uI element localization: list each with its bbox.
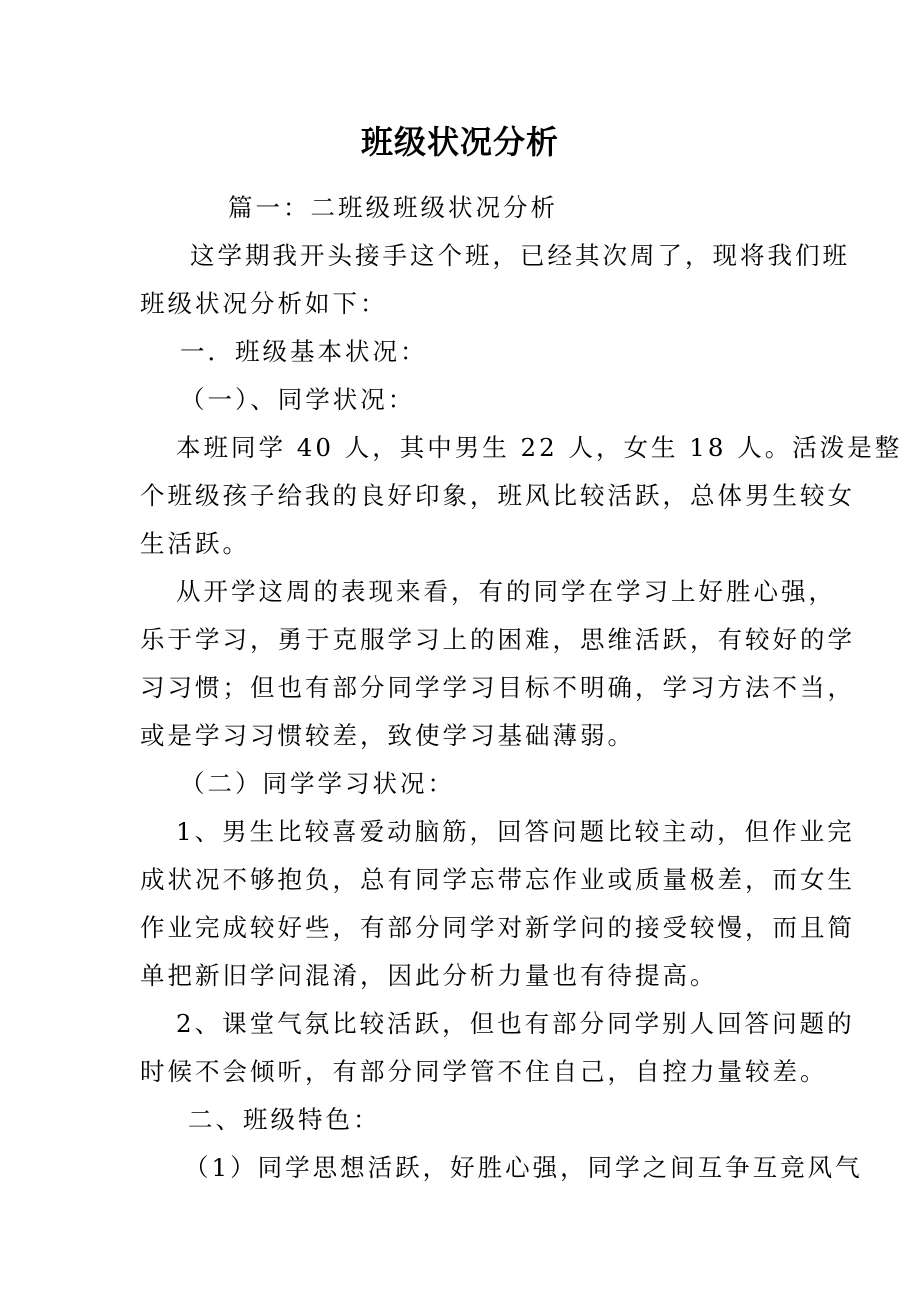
section-heading: 二、班级特色： — [188, 1105, 381, 1134]
paragraph-line: 习习惯；但也有部分同学学习目标不明确，学习方法不当， — [140, 673, 855, 702]
paragraph-line: 个班级孩子给我的良好印象，班风比较活跃，总体男生较女 — [140, 481, 855, 510]
paragraph-line: 生活跃。 — [140, 529, 250, 558]
paragraph-line: 这学期我开头接手这个班，已经其次周了，现将我们班 — [190, 241, 850, 270]
paragraph-line: 或是学习习惯较差，致使学习基础薄弱。 — [140, 721, 635, 750]
document-subtitle: 篇一：二班级班级状况分析 — [228, 193, 558, 222]
document-body — [140, 184, 903, 1192]
paragraph-line: （1）同学思想活跃，好胜心强，同学之间互争互竞风气 — [184, 1153, 863, 1182]
subsection-heading: （一）、同学状况： — [180, 385, 416, 414]
paragraph-line: 1、男生比较喜爱动脑筋，回答问题比较主动，但作业完 — [176, 817, 855, 846]
paragraph-line: 成状况不够抱负，总有同学忘带忘作业或质量极差，而女生 — [140, 865, 855, 894]
paragraph-line: 本班同学 40 人，其中男生 22 人，女生 18 人。活泼是整 — [176, 433, 903, 462]
paragraph-line: 作业完成较好些，有部分同学对新学问的接受较慢，而且简 — [140, 913, 855, 942]
paragraph-line: 2、课堂气氛比较活跃，但也有部分同学别人回答问题的 — [176, 1009, 855, 1038]
paragraph-line: 从开学这周的表现来看，有的同学在学习上好胜心强， — [176, 577, 836, 606]
document-title: 班级状况分析 — [360, 123, 559, 161]
paragraph-line: 乐于学习，勇于克服学习上的困难，思维活跃，有较好的学 — [140, 625, 855, 654]
subsection-heading: （二）同学学习状况： — [180, 769, 455, 798]
paragraph-line: 班级状况分析如下： — [140, 289, 388, 318]
section-heading: 一．班级基本状况： — [180, 337, 428, 366]
paragraph-line: 时候不会倾听，有部分同学管不住自己，自控力量较差。 — [140, 1057, 828, 1086]
paragraph-line: 单把新旧学问混淆，因此分析力量也有待提高。 — [140, 961, 718, 990]
